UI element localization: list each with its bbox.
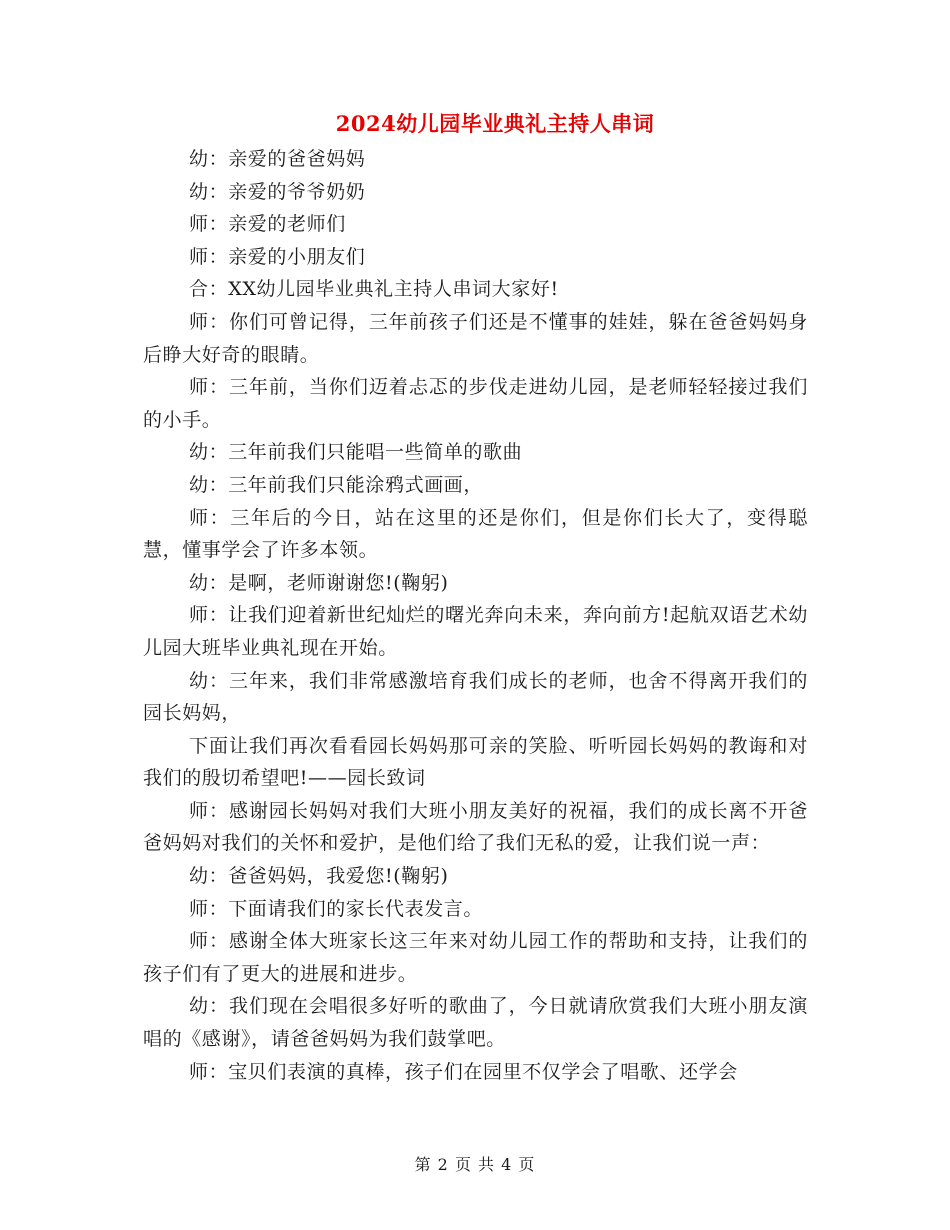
paragraph: 合：XX幼儿园毕业典礼主持人串词大家好! bbox=[189, 278, 559, 301]
paragraph: 师：三年前，当你们迈着忐忑的步伐走进幼儿园，是老师轻轻接过我们的小手。 bbox=[143, 376, 808, 431]
paragraph: 师：感谢全体大班家长这三年来对幼儿园工作的帮助和支持，让我们的孩子们有了更大的进展和进步。 bbox=[143, 930, 808, 985]
paragraph: 师：感谢园长妈妈对我们大班小朋友美好的祝福，我们的成长离不开爸爸妈妈对我们的关怀和爱护，是他们给了我们无私的爱，让我们说一声： bbox=[143, 799, 808, 855]
paragraph: 师：三年后的今日，站在这里的还是你们，但是你们长大了，变得聪慧，懂事学会了许多本领。 bbox=[143, 506, 808, 562]
paragraph: 幼：亲爱的爷爷奶奶 bbox=[189, 180, 366, 203]
paragraph: 师：你们可曾记得，三年前孩子们还是不懂事的娃娃，躲在爸爸妈妈身后睁大好奇的眼睛。 bbox=[143, 310, 808, 366]
page-footer: 第 2 页 共 4 页 bbox=[414, 1155, 536, 1174]
paragraph: 幼：三年来，我们非常感激培育我们成长的老师，也舍不得离开我们的园长妈妈， bbox=[143, 669, 808, 725]
document-body bbox=[143, 143, 808, 1088]
paragraph: 师：宝贝们表演的真棒，孩子们在园里不仅学会了唱歌、还学会 bbox=[189, 1060, 738, 1083]
paragraph: 师：亲爱的老师们 bbox=[189, 213, 346, 236]
paragraph: 幼：我们现在会唱很多好听的歌曲了，今日就请欣赏我们大班小朋友演唱的《感谢》，请爸爸妈妈为我们鼓掌吧。 bbox=[143, 995, 808, 1051]
paragraph: 师：亲爱的小朋友们 bbox=[189, 245, 366, 268]
paragraph: 幼：亲爱的爸爸妈妈 bbox=[189, 148, 366, 170]
document-title: 2024幼儿园毕业典礼主持人串词 bbox=[335, 111, 655, 136]
paragraph: 幼：三年前我们只能唱一些简单的歌曲 bbox=[189, 441, 523, 464]
paragraph: 下面让我们再次看看园长妈妈那可亲的笑脸、听听园长妈妈的教诲和对我们的殷切希望吧!——园长致词 bbox=[143, 734, 808, 790]
paragraph: 师：下面请我们的家长代表发言。 bbox=[189, 897, 484, 920]
paragraph: 幼：爸爸妈妈，我爱您!(鞠躬) bbox=[189, 865, 449, 888]
paragraph: 幼：是啊，老师谢谢您!(鞠躬) bbox=[189, 571, 449, 594]
paragraph: 幼：三年前我们只能涂鸦式画画， bbox=[189, 473, 484, 496]
paragraph: 师：让我们迎着新世纪灿烂的曙光奔向未来，奔向前方!起航双语艺术幼儿园大班毕业典礼现在开始。 bbox=[143, 604, 808, 659]
